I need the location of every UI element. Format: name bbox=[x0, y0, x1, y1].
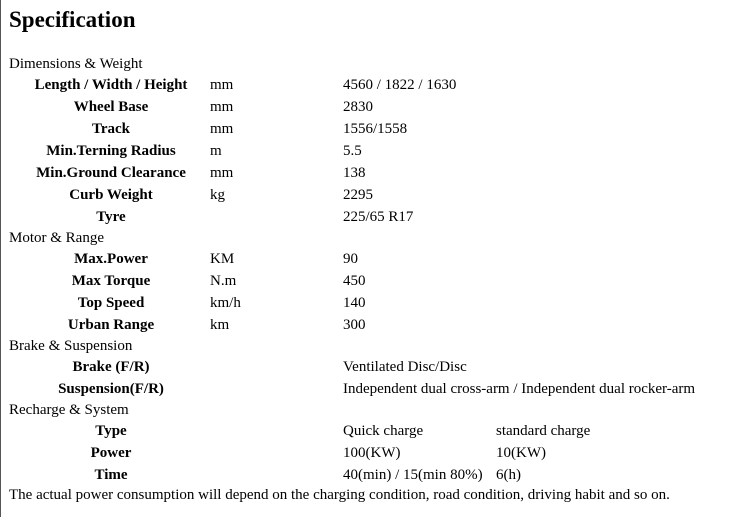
spec-row bbox=[1, 162, 741, 184]
spec-row bbox=[1, 140, 741, 162]
spec-value: 2295 bbox=[343, 187, 373, 203]
section-heading bbox=[1, 336, 741, 356]
spec-row bbox=[1, 442, 741, 464]
spec-row bbox=[1, 184, 741, 206]
spec-row bbox=[1, 206, 741, 228]
spec-label: Time bbox=[94, 467, 128, 483]
section-heading-label: Brake & Suspension bbox=[9, 338, 133, 354]
spec-row bbox=[1, 378, 741, 400]
spec-value: 225/65 R17 bbox=[343, 209, 414, 225]
spec-unit: mm bbox=[210, 77, 234, 93]
spec-value: Ventilated Disc/Disc bbox=[343, 359, 467, 375]
spec-label: Suspension(F/R) bbox=[58, 381, 164, 397]
spec-unit: kg bbox=[210, 187, 225, 203]
section-heading-label: Dimensions & Weight bbox=[9, 56, 143, 72]
spec-label: Max.Power bbox=[74, 251, 148, 267]
spec-label: Tyre bbox=[96, 209, 126, 225]
spec-unit: mm bbox=[210, 165, 234, 181]
spec-row bbox=[1, 420, 741, 442]
spec-value: 450 bbox=[343, 273, 366, 289]
spec-label: Brake (F/R) bbox=[72, 359, 150, 375]
spec-row bbox=[1, 464, 741, 486]
section-heading-label: Recharge & System bbox=[9, 402, 129, 418]
spec-row bbox=[1, 118, 741, 140]
spec-unit: KM bbox=[210, 251, 235, 267]
spec-row bbox=[1, 96, 741, 118]
spec-row bbox=[1, 270, 741, 292]
spec-row bbox=[1, 292, 741, 314]
spec-label: Length / Width / Height bbox=[34, 77, 188, 93]
specification-table bbox=[1, 54, 741, 486]
spec-label: Wheel Base bbox=[73, 99, 149, 115]
spec-unit: N.m bbox=[210, 273, 237, 289]
spec-value: 140 bbox=[343, 295, 366, 311]
spec-unit: mm bbox=[210, 99, 234, 115]
spec-label: Power bbox=[90, 445, 132, 461]
spec-value: Quick charge bbox=[343, 423, 424, 439]
spec-value: 4560 / 1822 / 1630 bbox=[343, 77, 457, 93]
spec-value-secondary: 10(KW) bbox=[496, 445, 546, 461]
page-title: Specification bbox=[9, 7, 136, 32]
section-heading bbox=[1, 400, 741, 420]
section-heading-label: Motor & Range bbox=[9, 230, 104, 246]
spec-unit: km bbox=[210, 317, 230, 333]
spec-value: 100(KW) bbox=[343, 445, 401, 461]
spec-row bbox=[1, 248, 741, 270]
spec-label: Max Torque bbox=[71, 273, 151, 289]
spec-value-secondary: standard charge bbox=[496, 423, 591, 439]
spec-unit: m bbox=[210, 143, 222, 159]
spec-value: 1556/1558 bbox=[343, 121, 408, 137]
spec-label: Urban Range bbox=[67, 317, 155, 333]
spec-row bbox=[1, 314, 741, 336]
spec-value: 5.5 bbox=[343, 143, 362, 159]
spec-label: Type bbox=[95, 423, 127, 439]
spec-value: 300 bbox=[343, 317, 366, 333]
spec-label: Top Speed bbox=[77, 295, 145, 311]
spec-value: Independent dual cross-arm / Independent dual rocker-arm bbox=[343, 381, 696, 397]
spec-label: Track bbox=[91, 121, 131, 137]
spec-label: Min.Ground Clearance bbox=[36, 165, 186, 181]
spec-unit: km/h bbox=[210, 295, 241, 311]
spec-value: 2830 bbox=[343, 99, 373, 115]
footnote: The actual power consumption will depend on the charging condition, road condition, driving habit and so on. bbox=[9, 487, 670, 503]
spec-value: 90 bbox=[343, 251, 358, 267]
spec-unit: mm bbox=[210, 121, 234, 137]
spec-value: 40(min) / 15(min 80%) bbox=[343, 467, 483, 483]
spec-row bbox=[1, 74, 741, 96]
spec-value-secondary: 6(h) bbox=[496, 467, 521, 483]
spec-row bbox=[1, 356, 741, 378]
spec-label: Curb Weight bbox=[69, 187, 153, 203]
section-heading bbox=[1, 228, 741, 248]
section-heading bbox=[1, 54, 741, 74]
spec-value: 138 bbox=[343, 165, 366, 181]
spec-label: Min.Terning Radius bbox=[46, 143, 176, 159]
